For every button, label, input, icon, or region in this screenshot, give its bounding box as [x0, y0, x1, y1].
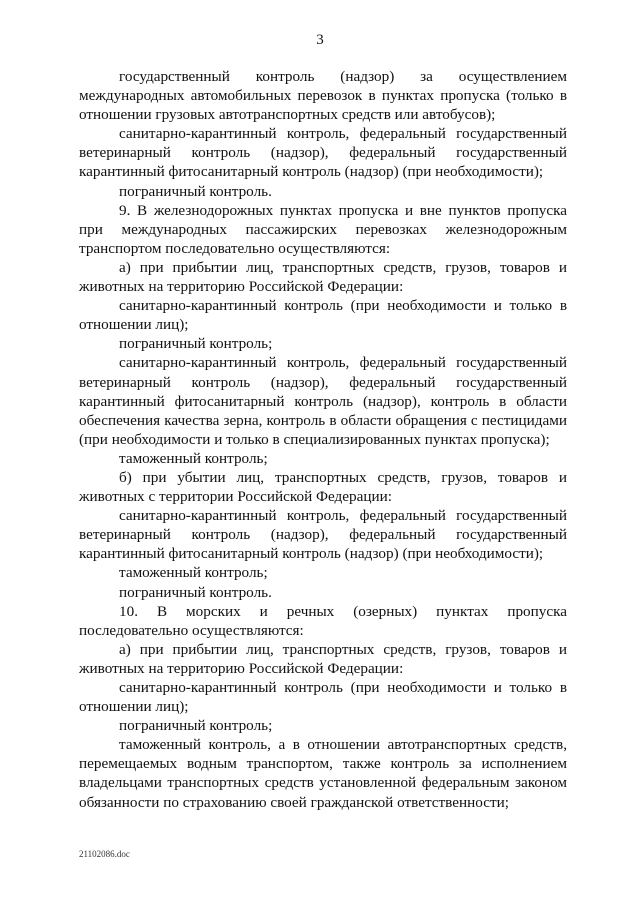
document-body [79, 67, 567, 812]
paragraph: таможенный контроль; [119, 564, 268, 582]
paragraph: государственный контроль (надзор) за осуществлением международных автомобильных перевозок в пунктах пропуска (только в отношении грузовых автотранспортных средств или автобусов); [79, 68, 567, 124]
paragraph: пограничный контроль. [119, 182, 272, 200]
paragraph: 9. В железнодорожных пунктах пропуска и вне пунктов пропуска при международных пассажирских перевозках железнодорожным транспортом последовательно осуществляются: [79, 201, 567, 257]
paragraph: пограничный контроль; [119, 335, 273, 353]
page-number: 3 [316, 32, 324, 48]
paragraph: таможенный контроль; [119, 449, 268, 467]
paragraph: 10. В морских и речных (озерных) пунктах пропуска последовательно осуществляются: [79, 602, 567, 639]
paragraph: б) при убытии лиц, транспортных средств, грузов, товаров и животных с территории Российской Федерации: [79, 468, 567, 506]
paragraph: санитарно-карантинный контроль, федеральный государственный ветеринарный контроль (надзор), федеральный государственный карантинный фитосанитарный контроль (надзор) (при необходимости); [79, 507, 567, 563]
paragraph: а) при прибытии лиц, транспортных средств, грузов, товаров и животных на территорию Российской Федерации: [79, 640, 567, 677]
paragraph: пограничный контроль; [119, 717, 273, 735]
paragraph: санитарно-карантинный контроль, федеральный государственный ветеринарный контроль (надзор), федеральный государственный карантинный фитосанитарный контроль (надзор) (при необходимости); [79, 125, 567, 181]
paragraph: таможенный контроль, а в отношении автотранспортных средств, перемещаемых водным транспортом, также контроль за исполнением владельцами транспортных средств установленной федеральным законом обязанности по страхованию своей гражданской ответственности; [79, 736, 567, 811]
paragraph: санитарно-карантинный контроль (при необходимости и только в отношении лиц); [79, 679, 567, 716]
paragraph: пограничный контроль. [119, 583, 272, 601]
paragraph: а) при прибытии лиц, транспортных средств, грузов, товаров и животных на территорию Российской Федерации: [79, 258, 567, 296]
paragraph: санитарно-карантинный контроль (при необходимости и только в отношении лиц); [79, 297, 567, 334]
paragraph: санитарно-карантинный контроль, федеральный государственный ветеринарный контроль (надзор), федеральный государственный карантинный фитосанитарный контроль (надзор), контроль в области обеспечения качества зерна, контроль в области обращения с пестицидами (при необходимости и только в специализированных пунктах пропуска); [79, 354, 567, 448]
document-file-id: 21102086.doc [79, 849, 130, 859]
